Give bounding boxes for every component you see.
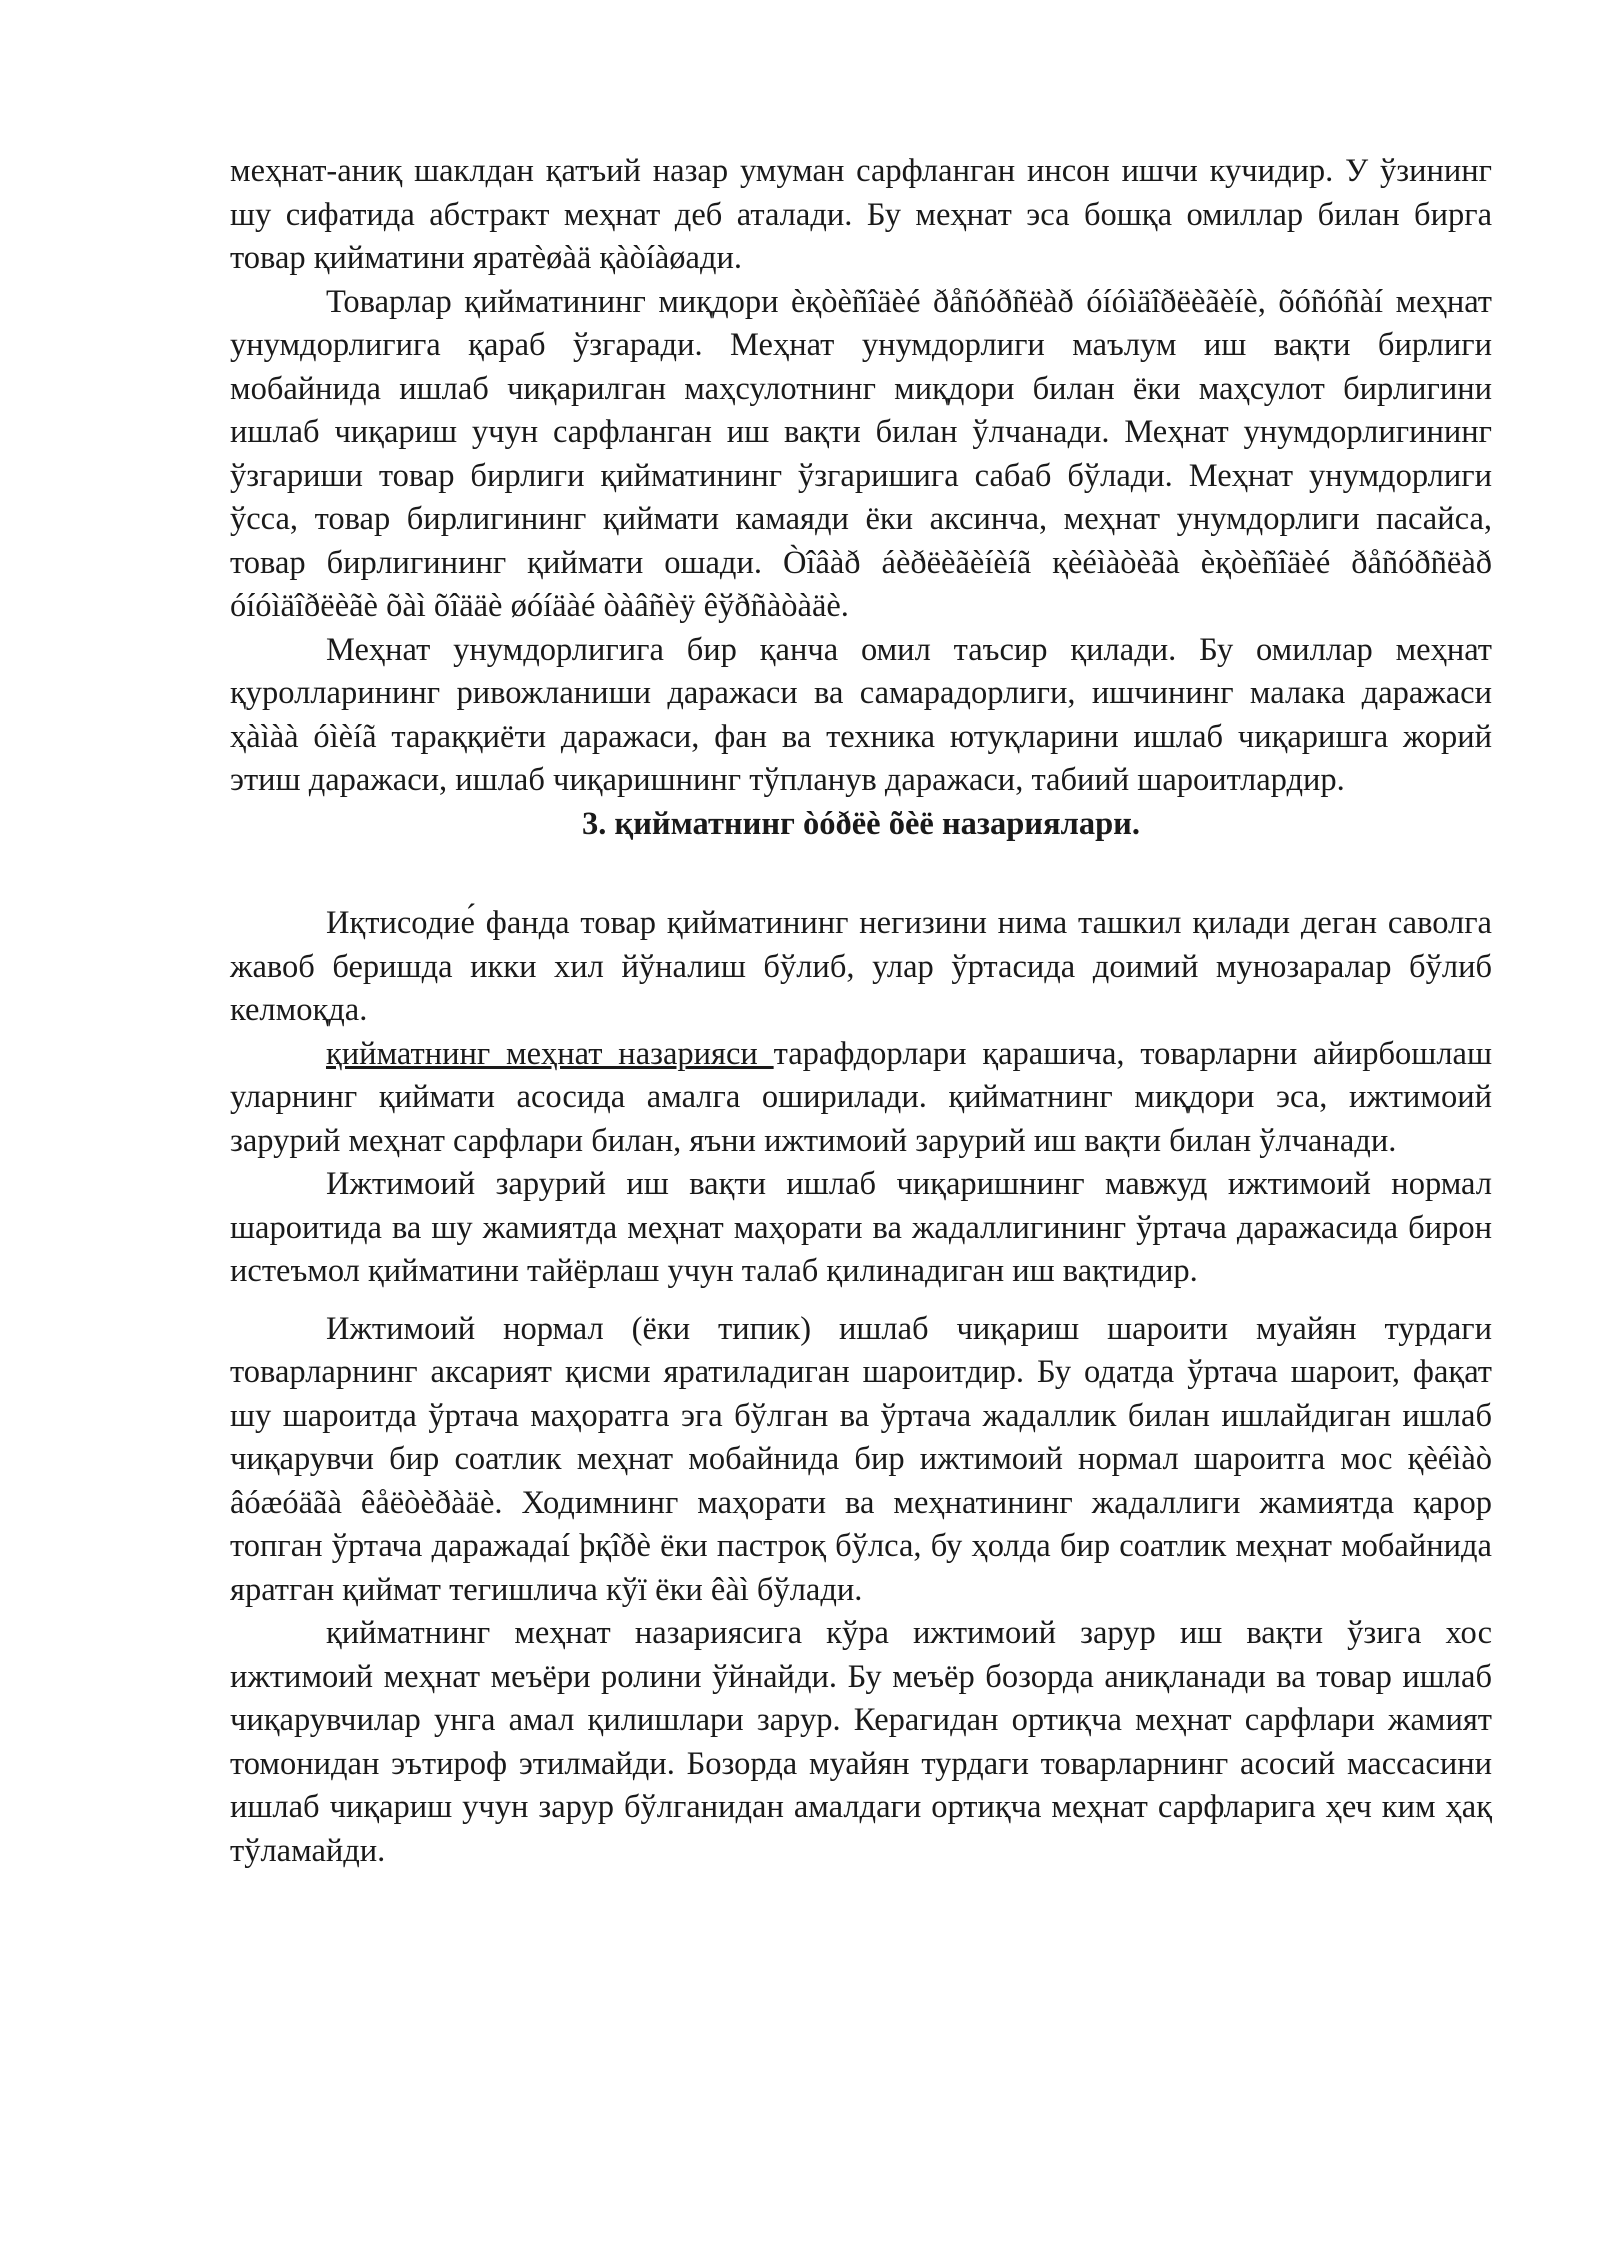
spacer bbox=[230, 846, 1492, 902]
paragraph-2: Товарлар қийматининг миқдори èқòèñîäèé ðåñóðñëàð óíóìäîðëèãèíè, õóñóñàí меҳнат унумдорлигига қараб ўзгаради. Меҳнат унумдорлиги маълум иш вақти бирлиги мобайнида ишлаб чиқарилган маҳсулотнинг миқдори билан ёки маҳсулот бирлигини ишлаб чиқариш учун сарфланган иш вақти билан ўлчанади. Меҳнат унумдорлигининг ўзгариши товар бирлиги қийматининг ўзгаришига сабаб бўлади. Меҳнат унумдорлиги ўсса, товар бирлигининг қиймати камаяди ёки аксинча, меҳнат унумдорлиги пасайса, товар бирлигининг қиймати ошади. Òîâàð áèðëèãèíèíã қèéìàòèãà èқòèñîäèé ðåñóðñëàð óíóìäîðëèãè õàì õîääè øóíäàé òàâñèÿ êўðñàòàäè. bbox=[230, 283, 1492, 624]
paragraph-7: Ижтимоий нормал (ёки типик) ишлаб чиқариш шароити муайян турдаги товарларнинг аксарият қисми яратиладиган шароитдир. Бу одатда ўртача шароит, фақат шу шароитда ўртача маҳоратга эга бўлган ва ўртача жадаллик билан ишлайдиган ишлаб чиқарувчи бир соатлик меҳнат мобайнида бир ижтимоий нормал шароитга мос қèéìàò âóæóäãà êåëòèðàäè. Ходимнинг маҳорати ва меҳнатининг жадаллиги жамиятда қарор топган ўртача даражадаí þқîðè ёки пастроқ бўлса, бу ҳолда бир соатлик меҳнат мобайнида яратган қиймат тегишлича кўï ёки êàì бўлади. bbox=[230, 1310, 1492, 1608]
paragraph-1: меҳнат-аниқ шаклдан қатъий назар умуман сарфланган инсон ишчи кучидир. У ўзининг шу сифатида абстракт меҳнат деб аталади. Бу меҳнат эса бошқа омиллар билан бирга товар қийматини яратèøàä қàòíàøади. bbox=[230, 153, 1492, 276]
paragraph-8: қийматнинг меҳнат назариясига кўра ижтимоий зарур иш вақти ўзига хос ижтимоий меҳнат меъёри ролини ўйнайди. Бу меъёр бозорда аниқланади ва товар ишлаб чиқарувчилар унга амал қилишлари зарур. Керагидан ортиқча меҳнат сарфлари жамият томонидан эътироф этилмайди. Бозорда муайян турдаги товарларнинг асосий массасини ишлаб чиқариш учун зарур бўлганидан амалдаги ортиқча меҳнат сарфларига ҳеч ким ҳақ тўламайди. bbox=[230, 1615, 1492, 1869]
underlined-term: қийматнинг меҳнат назарияси bbox=[326, 1035, 774, 1072]
paragraph-6: Ижтимоий зарурий иш вақти ишлаб чиқаришнинг мавжуд ижтимоий нормал шароитида ва шу жамиятда меҳнат маҳорати ва жадаллигининг ўртача даражасида бирон истеъмол қийматини тайёрлаш учун талаб қилинадиган иш вақтидир. bbox=[230, 1166, 1492, 1289]
paragraph-3: Меҳнат унумдорлигига бир қанча омил таъсир қилади. Бу омиллар меҳнат қуролларининг ривожланиши даражаси ва самарадорлиги, ишчининг малака даражаси ҳàìàà óìèíã тараққиёти даражаси, фан ва техника ютуқларини ишлаб чиқаришга жорий этиш даражаси, ишлаб чиқаришнинг тўпланув даражаси, табиий шароитлардир. bbox=[230, 631, 1492, 798]
paragraph-4: Иқтисодие́ фанда товар қийматининг негизини нима ташкил қилади деган саволга жавоб беришда икки хил йўналиш бўлиб, улар ўртасида доимий мунозаралар бўлиб келмоқда. bbox=[230, 905, 1492, 1028]
section-heading: 3. қийматнинг òóðëè õèë назариялари. bbox=[581, 805, 1141, 842]
paragraph-5 bbox=[230, 1033, 1492, 1164]
document-page bbox=[230, 150, 1492, 1873]
spacer bbox=[230, 1294, 1492, 1308]
paragraph-5-text: тарафдорлари қарашича, товарларни айирбошлаш уларнинг қиймати асосида амалга оширилади. қийматнинг миқдори эса, ижтимоий зарурий меҳнат сарфлари билан, яъни ижтимоий зарурий иш вақти билан ўлчанади. bbox=[230, 1035, 1493, 1159]
